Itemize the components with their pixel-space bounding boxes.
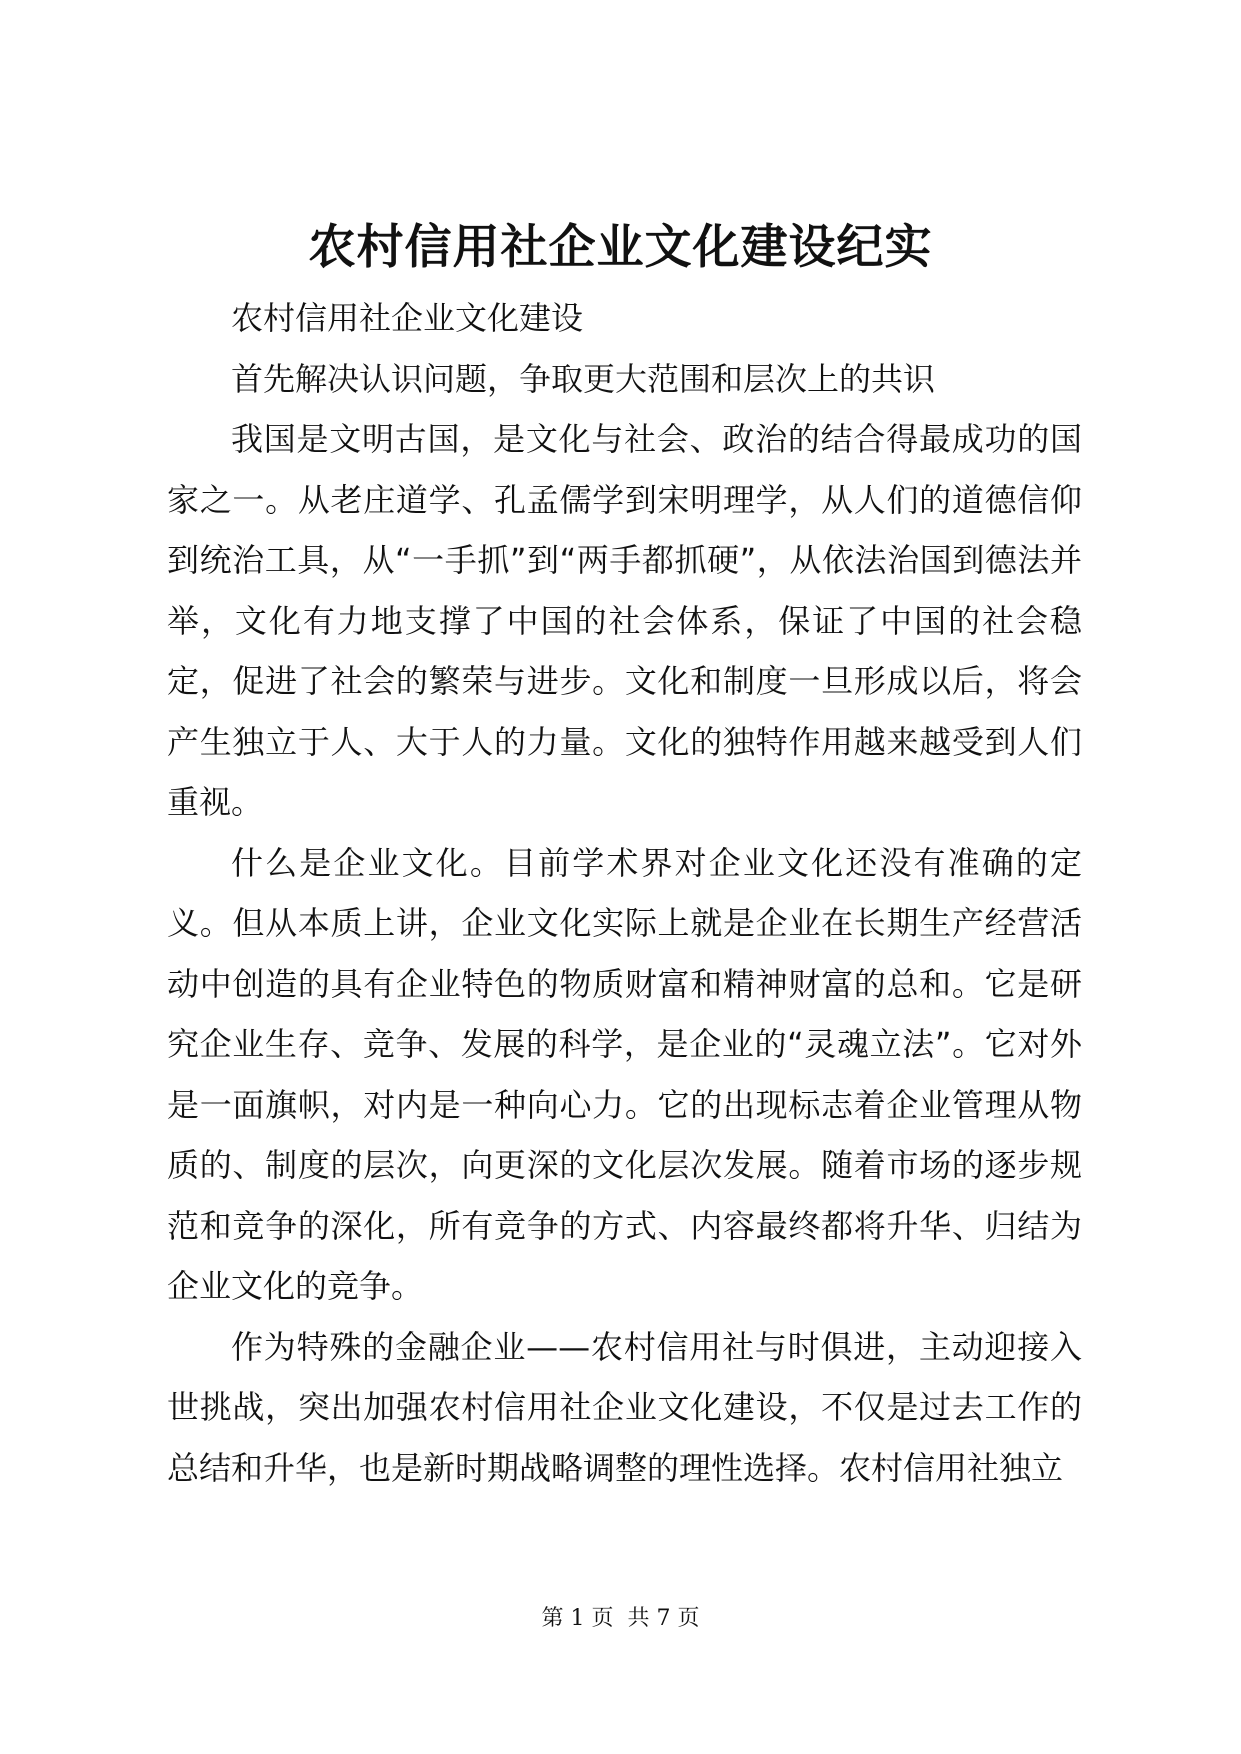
document-body: [167, 288, 1082, 1498]
paragraph-subtitle: 农村信用社企业文化建设: [231, 299, 584, 337]
document-title: 农村信用社企业文化建设纪实: [308, 220, 933, 275]
paragraph-3: 作为特殊的金融企业——农村信用社与时俱进，主动迎接入世挑战，突出加强农村信用社企业文化建设，不仅是过去工作的总结和升华，也是新时期战略调整的理性选择。农村信用社独立: [167, 1327, 1082, 1487]
page-footer: 第 1 页 共 7 页: [541, 1606, 700, 1631]
paragraph-section-heading: 首先解决认识问题，争取更大范围和层次上的共识: [231, 359, 936, 398]
paragraph-1: 我国是文明古国，是文化与社会、政治的结合得最成功的国家之一。从老庄道学、孔孟儒学到宋明理学，从人们的道德信仰到统治工具，从“一手抓”到“两手都抓硬”，从依法治国到德法并举，文化有力地支撑了中国的社会体系，保证了中国的社会稳定，促进了社会的繁荣与进步。文化和制度一旦形成以后，将会产生独立于人、大于人的力量。文化的独特作用越来越受到人们重视。: [167, 420, 1082, 821]
paragraph-2: 什么是企业文化。目前学术界对企业文化还没有准确的定义。但从本质上讲，企业文化实际上就是企业在长期生产经营活动中创造的具有企业特色的物质财富和精神财富的总和。它是研究企业生存、竞争、发展的科学，是企业的“灵魂立法”。它对外是一面旗帜，对内是一种向心力。它的出现标志着企业管理从物质的、制度的层次，向更深的文化层次发展。随着市场的逐步规范和竞争的深化，所有竞争的方式、内容最终都将升华、归结为企业文化的竞争。: [167, 843, 1082, 1305]
